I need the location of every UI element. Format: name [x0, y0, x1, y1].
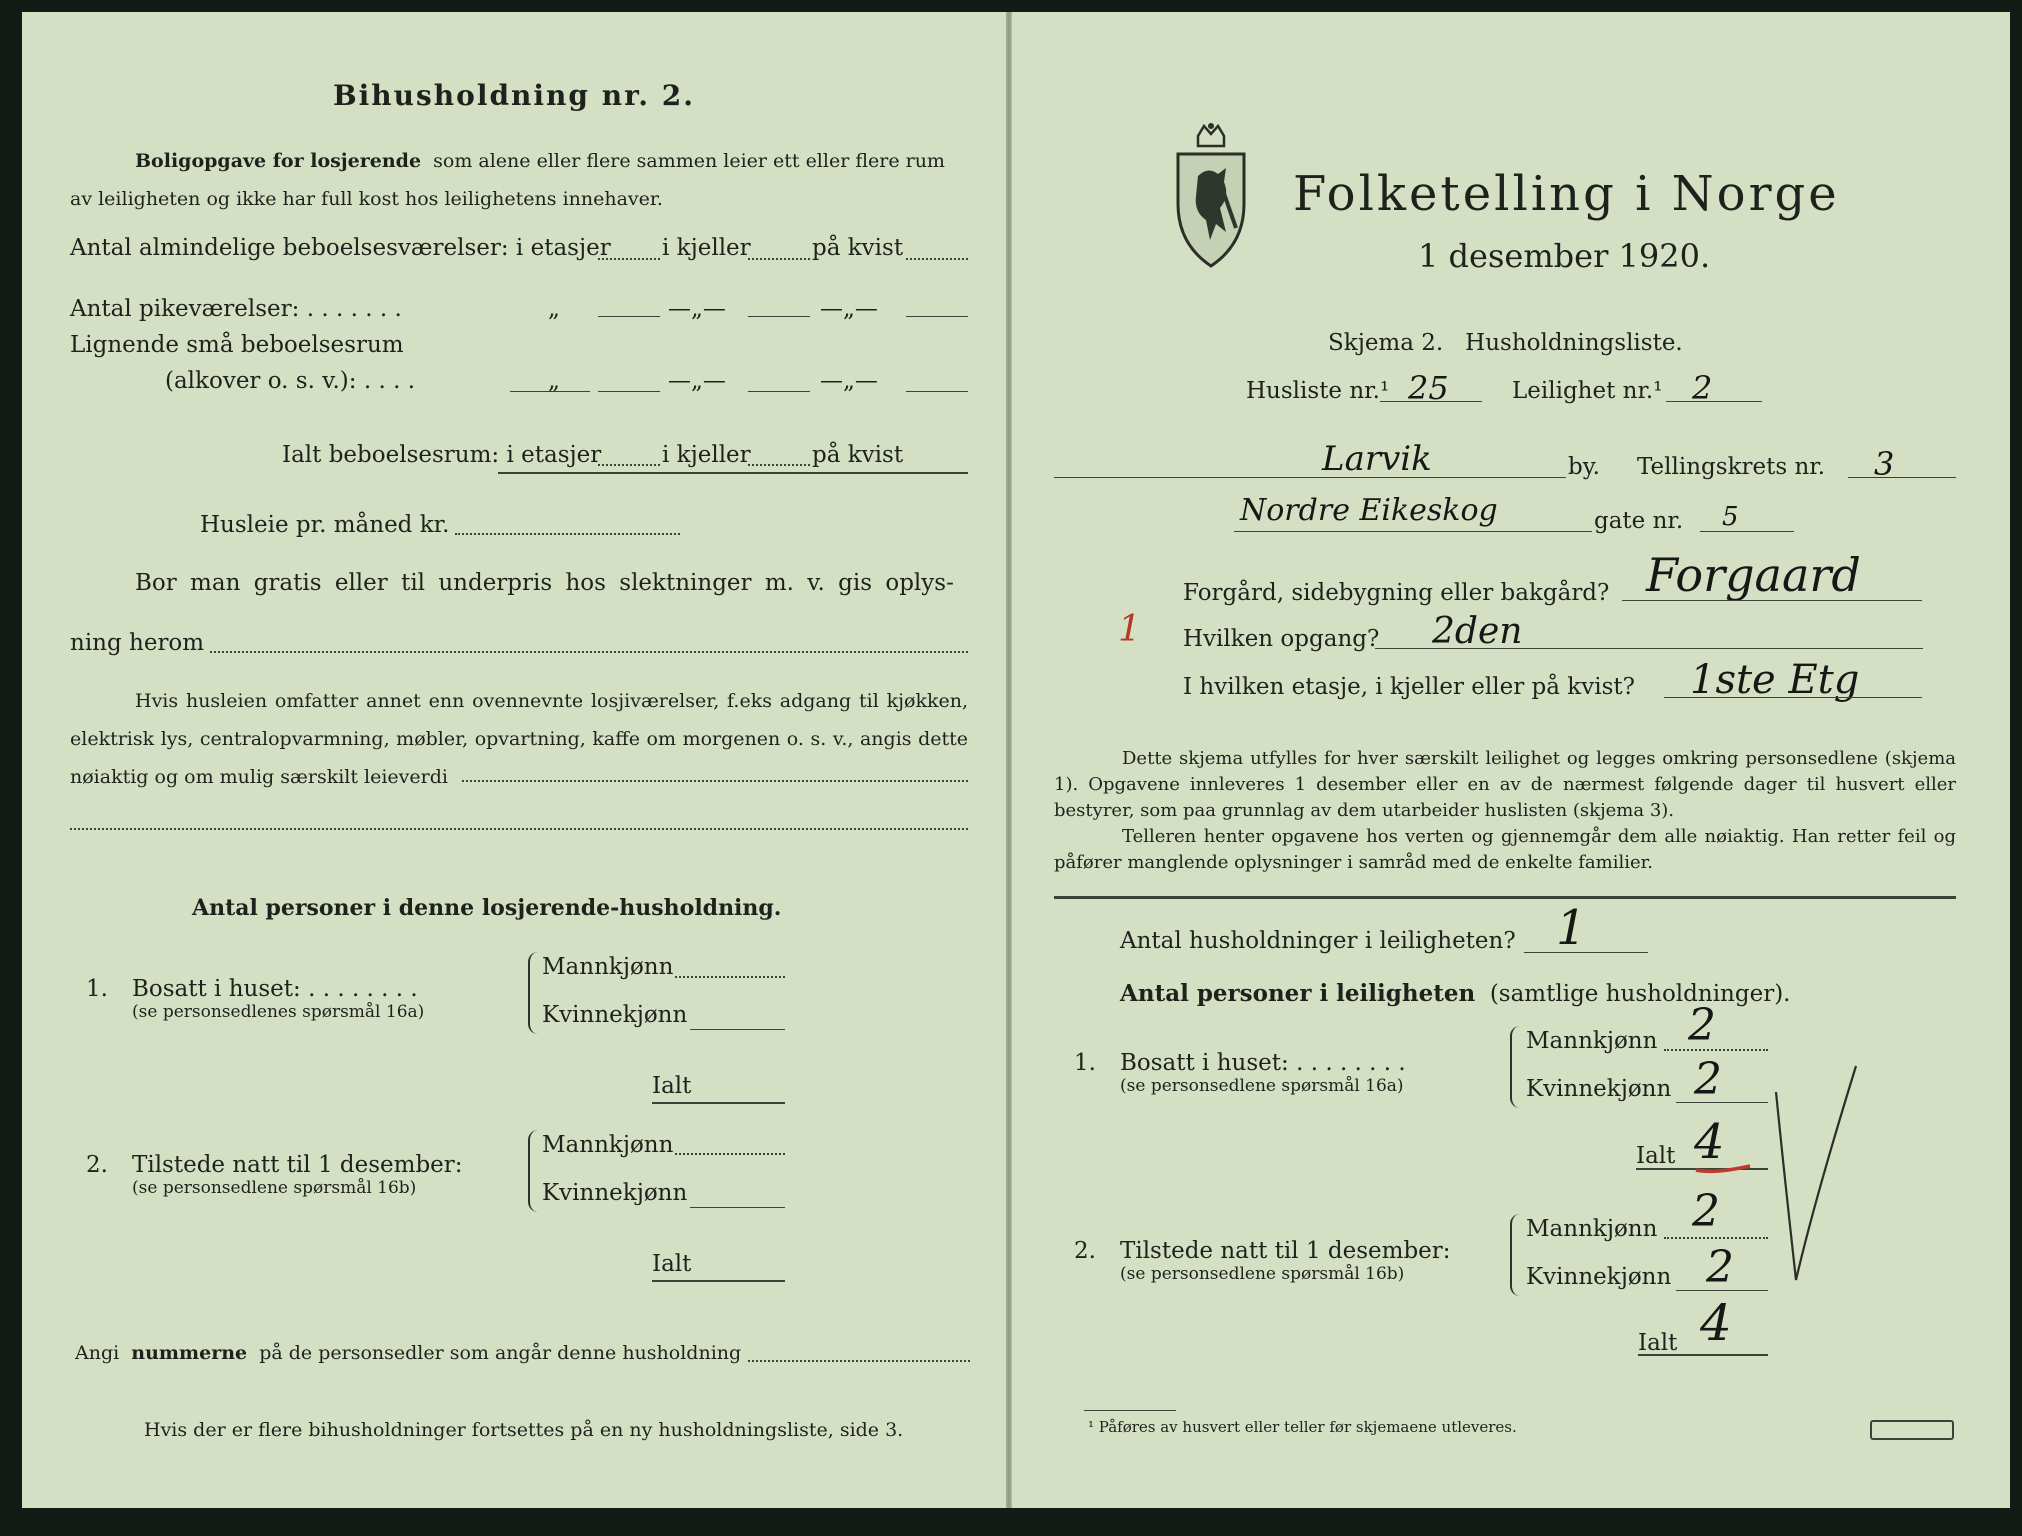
right-q2-sub: (se personsedlene spørsmål 16b) — [1120, 1264, 1405, 1284]
left-title: Bihusholdning nr. 2. — [333, 79, 695, 112]
left-q1-kvinne-line — [690, 1029, 785, 1030]
right-q2-label: Tilstede natt til 1 desember: — [1120, 1238, 1451, 1264]
angi-fill-line — [748, 1360, 970, 1362]
pike-ditto-2: —„— — [668, 296, 726, 322]
pike-label: Antal pikeværelser: . . . . . . . — [70, 296, 402, 322]
right-title: Folketelling i Norge — [1293, 166, 1840, 222]
right-q1-kvinne-value: 2 — [1694, 1054, 1722, 1105]
city-line — [1054, 477, 1566, 478]
krets-label: Tellingskrets nr. — [1637, 454, 1826, 480]
left-q1-mann: Mannkjønn — [542, 954, 674, 980]
angi-bold: nummerne — [131, 1342, 248, 1364]
lignende-label-1: Lignende små beboelsesrum — [70, 332, 404, 358]
right-q2-mann-value: 2 — [1692, 1186, 1720, 1237]
hvis-paragraph: Hvis husleien omfatter annet enn ovennevnte losjiværelser, f.eks adgang til kjøkken, elektrisk lys, centralopvarmning, møbler, opvartning, kaffe om morgenen o. s. v., angis dette nøiaktig og om mulig særskilt leieverdi — [70, 690, 968, 788]
rooms-kjeller-line — [748, 258, 810, 260]
left-q1-kvinne: Kvinnekjønn — [542, 1002, 688, 1028]
husleie-line — [455, 533, 680, 535]
left-q2-num: 2. — [86, 1152, 108, 1178]
husliste-value: 25 — [1408, 369, 1449, 407]
forgaard-value: Forgaard — [1646, 548, 1861, 602]
footnote-rule — [1084, 1410, 1176, 1411]
leilighet-label: Leilighet nr.¹ — [1512, 378, 1663, 404]
pike-line-1 — [598, 316, 660, 317]
ialt-kvist: på kvist — [812, 442, 904, 468]
gratis-line — [210, 651, 968, 653]
left-q1-sub: (se personsedlenes spørsmål 16a) — [132, 1002, 425, 1022]
hvis-line-1 — [462, 780, 968, 782]
right-q1-ialt-value: 4 — [1694, 1114, 1725, 1170]
printer-stamp — [1870, 1420, 1954, 1440]
lignende-ditto-3: —„— — [820, 368, 878, 394]
opgang-value: 2den — [1432, 611, 1523, 652]
left-q2-sub: (se personsedlene spørsmål 16b) — [132, 1178, 417, 1198]
ialt-kjeller-line — [748, 464, 810, 466]
antal-hush-label: Antal husholdninger i leiligheten? — [1120, 928, 1516, 954]
angi-pre: Angi — [75, 1342, 120, 1364]
right-q1-kvinne-line — [1676, 1102, 1768, 1103]
right-q1-sub: (se personsedlene spørsmål 16a) — [1120, 1076, 1404, 1096]
leilighet-value: 2 — [1692, 369, 1713, 407]
right-q2-mann-line — [1664, 1237, 1768, 1239]
right-q1-brace — [1510, 1026, 1522, 1108]
left-q1-brace — [528, 952, 540, 1034]
page-fold — [1006, 12, 1012, 1508]
hvis-line-2 — [70, 828, 968, 830]
instructions-1: Dette skjema utfylles for hver særskilt leilighet og legges omkring personsedlene (skjema 1). Opgavene innleveres 1 desember eller en av de nærmest følgende dager til husvert eller bestyrer, som paa grunnlag av dem utarbeider huslisten (skjema 3). — [1054, 748, 1956, 821]
gate-label: gate nr. — [1594, 508, 1684, 534]
right-q1-ialt: Ialt — [1636, 1143, 1676, 1169]
left-q2-label: Tilstede natt til 1 desember: — [132, 1152, 463, 1178]
right-q2-kvinne-line — [1676, 1290, 1768, 1291]
krets-value: 3 — [1874, 445, 1895, 483]
forgaard-label: Forgård, sidebygning eller bakgård? — [1183, 580, 1610, 606]
lignende-line-2 — [748, 391, 810, 392]
opgang-line — [1375, 648, 1923, 649]
lignende-ditto-2: —„— — [668, 368, 726, 394]
left-q2-mann: Mannkjønn — [542, 1132, 674, 1158]
right-q2-num: 2. — [1074, 1238, 1096, 1264]
right-footnote: ¹ Påføres av husvert eller teller før skjemaene utleveres. — [1088, 1418, 1517, 1436]
opgang-label: Hvilken opgang? — [1183, 626, 1380, 652]
gratis-line-2: ning herom — [70, 630, 205, 656]
rooms-etasjer-line — [598, 258, 660, 260]
street-value: Nordre Eikeskog — [1240, 493, 1498, 528]
husliste-label: Husliste nr.¹ — [1246, 378, 1390, 404]
pike-line-2 — [748, 316, 810, 317]
right-q2-ialt-value: 4 — [1700, 1294, 1732, 1352]
rooms-kvist: på kvist — [812, 235, 904, 261]
by-label: by. — [1568, 454, 1600, 480]
antal-hush-value: 1 — [1556, 900, 1587, 956]
intro-bold: Boligopgave for losjerende — [135, 150, 422, 172]
section-rule — [1054, 896, 1956, 899]
lignende-line-3 — [906, 391, 968, 392]
intro-rest: som alene eller flere sammen leier ett eller flere rum — [433, 150, 945, 172]
left-q2-ialt-line — [652, 1280, 785, 1282]
antal-pers-bold: Antal personer i leiligheten — [1120, 980, 1476, 1007]
gate-line — [1700, 531, 1794, 532]
left-footer: Hvis der er flere bihusholdninger fortsettes på en ny husholdningsliste, side 3. — [144, 1419, 904, 1441]
red-underline-mark-icon — [1694, 1162, 1754, 1176]
street-line — [1234, 531, 1592, 532]
pike-line-3 — [906, 316, 968, 317]
angi-post: på de personsedler som angår denne husholdning — [259, 1342, 742, 1364]
right-q2-ialt-line — [1638, 1354, 1768, 1356]
right-date: 1 desember 1920. — [1418, 237, 1711, 275]
left-q2-brace — [528, 1130, 540, 1212]
husliste-line — [1380, 401, 1482, 402]
left-q2-ialt: Ialt — [652, 1251, 692, 1277]
ialt-kjeller: i kjeller — [662, 442, 751, 468]
right-q2-brace — [1510, 1214, 1522, 1296]
right-q2-mann: Mannkjønn — [1526, 1216, 1658, 1242]
gratis-line-1: Bor man gratis eller til underpris hos slektninger m. v. gis oplys- — [135, 570, 954, 596]
ialt-rooms-label: Ialt beboelsesrum: i etasjer — [282, 442, 602, 468]
forgaard-line — [1622, 600, 1922, 601]
angi-line — [75, 1344, 741, 1363]
right-q1-mann-line — [1664, 1049, 1768, 1051]
city-value: Larvik — [1322, 439, 1432, 479]
left-q2-kvinne: Kvinnekjønn — [542, 1180, 688, 1206]
left-q2-kvinne-line — [690, 1207, 785, 1208]
lignende-ditto-1: „ — [548, 368, 560, 394]
leilighet-line — [1666, 401, 1762, 402]
krets-line — [1848, 477, 1956, 478]
etasje-value: 1ste Etg — [1690, 657, 1860, 703]
husleie-label: Husleie pr. måned kr. — [200, 512, 450, 538]
left-q1-label: Bosatt i huset: . . . . . . . . — [132, 976, 418, 1002]
left-antal-heading: Antal personer i denne losjerende-husholdning. — [192, 895, 782, 921]
rooms-kvist-line — [906, 258, 968, 260]
intro-line-2: av leiligheten og ikke har full kost hos leilighetens innehaver. — [70, 188, 663, 210]
antal-pers-rest: (samtlige husholdninger). — [1489, 981, 1791, 1007]
pike-ditto-3: —„— — [820, 296, 878, 322]
etasje-label: I hvilken etasje, i kjeller eller på kvist? — [1183, 674, 1635, 700]
pike-ditto-1: „ — [548, 296, 560, 322]
skjema-line: Skjema 2. Husholdningsliste. — [1328, 330, 1683, 356]
ialt-underline — [498, 472, 968, 474]
coat-of-arms-icon — [1170, 120, 1252, 270]
right-q1-mann: Mannkjønn — [1526, 1028, 1658, 1054]
lignende-label-2: (alkover o. s. v.): . . . . — [165, 368, 416, 394]
right-q2-kvinne-value: 2 — [1706, 1242, 1734, 1293]
ialt-etasjer-line — [598, 464, 660, 466]
left-q2-mann-line — [675, 1153, 785, 1155]
right-q1-kvinne: Kvinnekjønn — [1526, 1076, 1672, 1102]
right-q1-mann-value: 2 — [1688, 1000, 1716, 1051]
instructions-2: Telleren henter opgavene hos verten og gjennemgår dem alle nøiaktig. Han retter feil og påfører manglende oplysninger i samråd med de enkelte familier. — [1054, 826, 1956, 873]
right-q2-kvinne: Kvinnekjønn — [1526, 1264, 1672, 1290]
left-q1-ialt: Ialt — [652, 1073, 692, 1099]
left-q1-ialt-line — [652, 1102, 785, 1104]
antal-hush-line — [1524, 952, 1648, 953]
gate-value: 5 — [1722, 502, 1739, 532]
left-q1-mann-line — [675, 976, 785, 978]
lignende-line-1 — [598, 391, 660, 392]
right-q1-num: 1. — [1074, 1050, 1096, 1076]
etasje-line — [1664, 697, 1922, 698]
rooms-kjeller: i kjeller — [662, 235, 751, 261]
left-q1-num: 1. — [86, 976, 108, 1002]
right-q1-label: Bosatt i huset: . . . . . . . . — [1120, 1050, 1406, 1076]
rooms-label: Antal almindelige beboelsesværelser: i etasjer — [70, 235, 611, 261]
right-q2-ialt: Ialt — [1638, 1330, 1678, 1356]
intro-line-1 — [135, 152, 945, 171]
margin-mark: 1 — [1118, 609, 1141, 650]
check-stroke-icon — [1772, 1062, 1862, 1312]
